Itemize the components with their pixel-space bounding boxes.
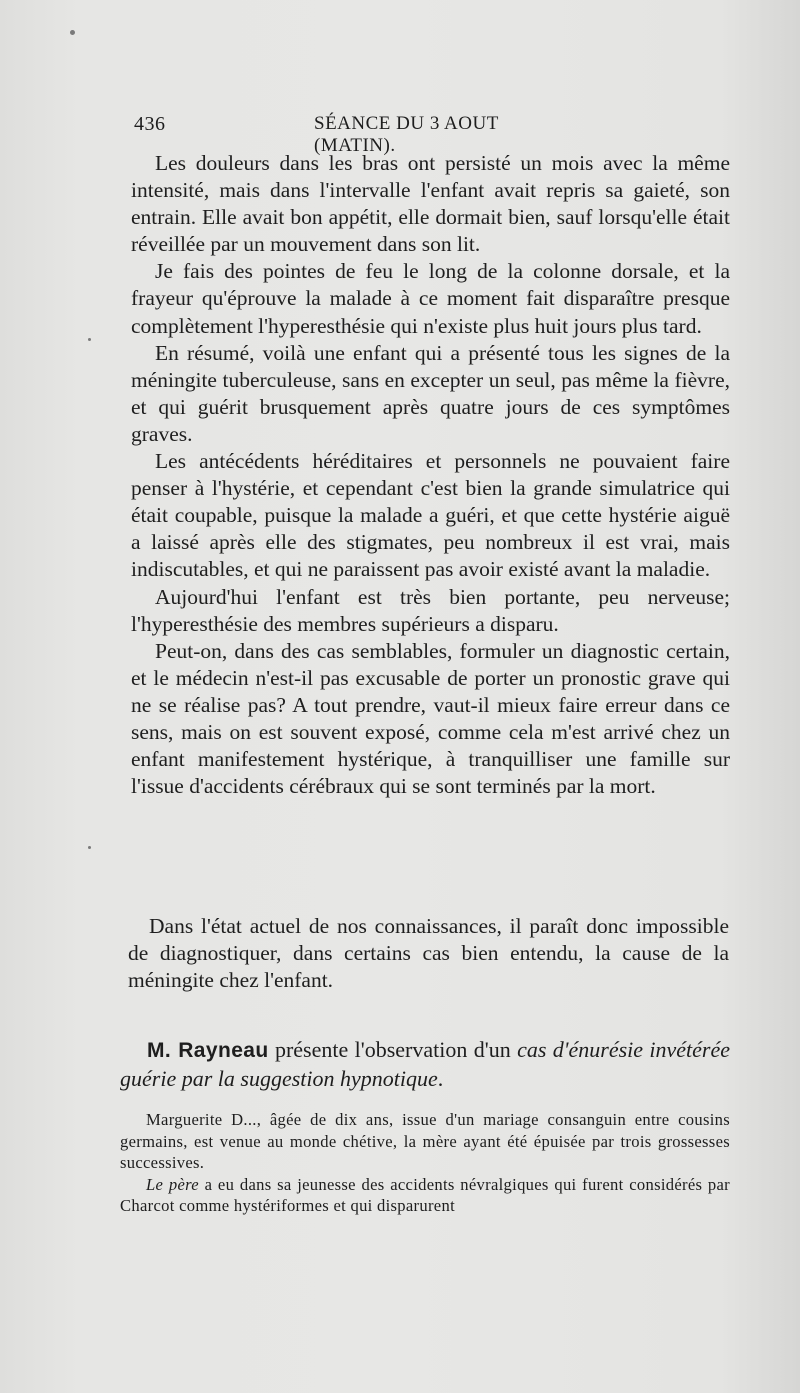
conclusion-block [128,913,729,994]
case-paragraph-2-lead: Le père [146,1174,199,1194]
heading-period: . [437,1066,444,1091]
margin-speck [88,338,91,341]
speaker-name: M. Rayneau [147,1039,269,1062]
case-paragraph-2-text: a eu dans sa jeunesse des accidents névralgiques qui furent considérés par Charcot comme hystériformes et qui disparurent [120,1174,730,1215]
conclusion-paragraph: Dans l'état actuel de nos connaissances, il paraît donc impossible de diagnostiquer, dans certains cas bien entendu, la cause de la méningite chez l'enfant. [128,914,729,993]
case-paragraph-1-text: Marguerite D..., âgée de dix ans, issue d'un mariage consanguin entre cousins germains, est venue au monde chétive, la mère ayant été épuisée par trois grossesses successives. [120,1110,730,1172]
paragraph-4: Les antécédents héréditaires et personnels ne pouvaient faire penser à l'hystérie, et cependant c'est bien la grande simulatrice qui était coupable, puisque la malade a guéri, et que cette hystérie aiguë a laissé après elle des stigmates, peu nombreux il est vrai, mais indiscutables, et qui ne paraissent pas avoir existé avant la maladie. [131,449,730,582]
paragraph-3: En résumé, voilà une enfant qui a présenté tous les signes de la méningite tuberculeuse, sans en excepter un seul, pas même la fièvre, et qui guérit brusquement après quatre jours de ces symptômes graves. [131,340,730,446]
paragraph-2: Je fais des pointes de feu le long de la colonne dorsale, et la frayeur qu'éprouve la malade à ce moment fait disparaître presque complètement l'hyperesthésie qui n'existe plus huit jours plus tard. [131,259,730,338]
body-text [131,150,730,800]
margin-speck [70,30,75,35]
paragraph-1: Les douleurs dans les bras ont persisté un mois avec la même intensité, mais dans l'intervalle l'enfant avait repris sa gaieté, son entrain. Elle avait bon appétit, elle dormait bien, sauf lorsqu'elle était réveillée par un mouvement dans son lit. [131,151,730,257]
communication-section [120,1036,730,1217]
case-paragraph-2 [120,1174,730,1217]
paragraph-6: Peut-on, dans des cas semblables, formuler un diagnostic certain, et le médecin n'est-il pas excusable de porter un pronostic grave qui ne se réalise pas? A tout prendre, vaut-il mieux faire erreur dans ce sens, mais on est souvent exposé, comme cela m'est arrivé chez un enfant manifestement hystérique, à tranquilliser une famille sur l'issue d'accidents cérébraux qui se sont terminés par la mort. [131,638,730,799]
running-head: SÉANCE DU 3 AOUT (MATIN). [314,113,499,156]
heading-verb: présente l'observation d'un [274,1037,511,1062]
margin-speck [88,846,91,849]
case-paragraph-1 [120,1109,730,1174]
heading-title: cas d'énurésie invétérée guérie par la suggestion hypnotique [120,1037,731,1091]
page-number: 436 [134,113,166,135]
paragraph-5: Aujourd'hui l'enfant est très bien portante, peu nerveuse; l'hyperesthésie des membres supérieurs a disparu. [131,584,730,636]
page-header [134,113,554,156]
section-heading [120,1036,730,1093]
case-report [120,1109,730,1217]
